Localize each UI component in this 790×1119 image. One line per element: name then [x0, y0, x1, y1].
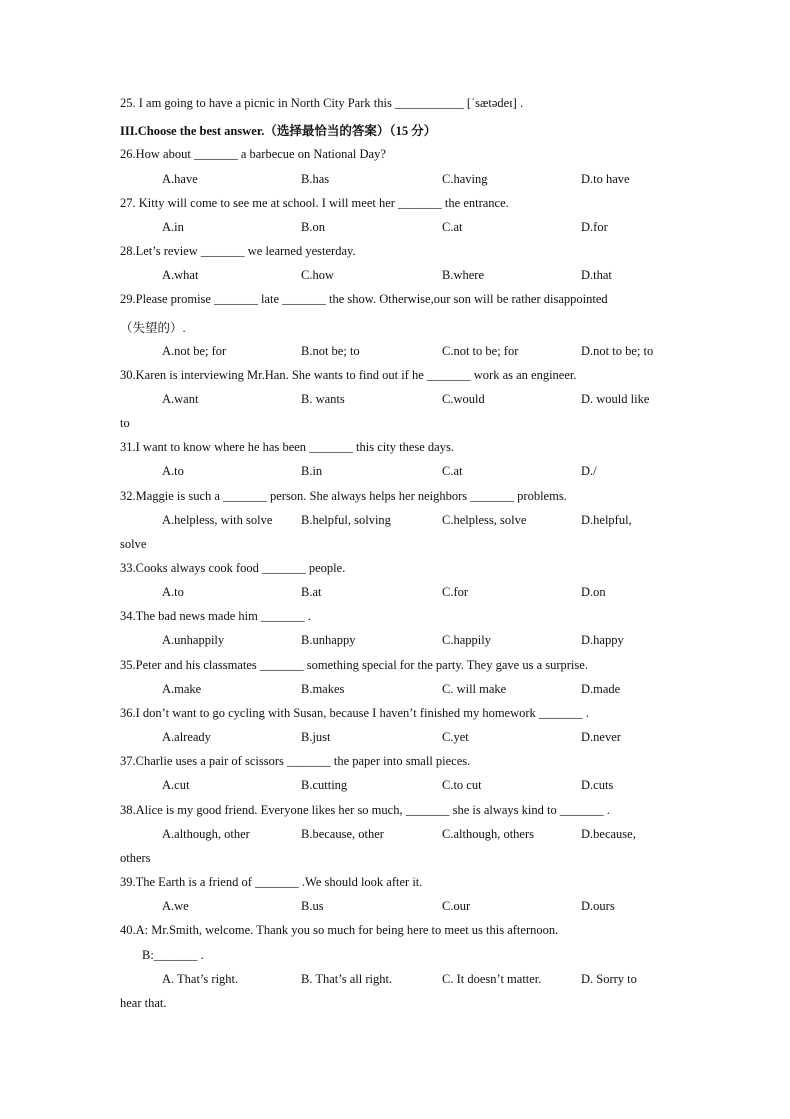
question-29-option-c: C.not to be; for	[442, 344, 519, 358]
question-27-option-c: C.at	[442, 220, 463, 234]
question-38-option-a: A.although, other	[162, 827, 250, 841]
question-39-stem: 39.The Earth is a friend of _______ .We should look after it.	[120, 875, 423, 889]
question-31-option-b: B.in	[301, 464, 323, 478]
question-35-stem: 35.Peter and his classmates _______ something special for the party. They gave us a surprise.	[120, 658, 588, 672]
question-29-option-d: D.not to be; to	[581, 344, 654, 358]
question-34-option-d: D.happy	[581, 633, 624, 647]
question-31-stem: 31.I want to know where he has been _______ this city these days.	[120, 440, 454, 454]
question-32-option-d: D.helpful,	[581, 513, 632, 527]
question-35-option-c: C. will make	[442, 682, 507, 696]
question-35-option-d: D.made	[581, 682, 621, 696]
question-38-option-c: C.although, others	[442, 827, 535, 841]
question-37-stem: 37.Charlie uses a pair of scissors _______ the paper into small pieces.	[120, 754, 471, 768]
question-30-option-d-wrap: to	[120, 416, 130, 430]
question-34-option-c: C.happily	[442, 633, 491, 647]
question-31-option-c: C.at	[442, 464, 463, 478]
question-31-option-a: A.to	[162, 464, 184, 478]
question-39-option-b: B.us	[301, 899, 324, 913]
question-33-option-b: B.at	[301, 585, 322, 599]
question-40-option-d-wrap: hear that.	[120, 996, 167, 1010]
question-38-stem: 38.Alice is my good friend. Everyone likes her so much, _______ she is always kind to _______ .	[120, 803, 610, 817]
question-26-stem: 26.How about _______ a barbecue on National Day?	[120, 147, 386, 161]
question-39-option-a: A.we	[162, 899, 189, 913]
question-28-option-c: C.how	[301, 268, 334, 282]
question-34-option-b: B.unhappy	[301, 633, 356, 647]
question-35-option-a: A.make	[162, 682, 202, 696]
question-27-option-d: D.for	[581, 220, 608, 234]
question-29-option-b: B.not be; to	[301, 344, 360, 358]
question-26-option-a: A.have	[162, 172, 198, 186]
question-31-option-d: D./	[581, 464, 597, 478]
question-36-option-d: D.never	[581, 730, 621, 744]
question-30-stem: 30.Karen is interviewing Mr.Han. She wants to find out if he _______ work as an engineer.	[120, 368, 577, 382]
question-27-option-b: B.on	[301, 220, 325, 234]
question-33-stem: 33.Cooks always cook food _______ people.	[120, 561, 346, 575]
question-25: 25. I am going to have a picnic in North City Park this ___________ [ˈsætədeɪ] .	[120, 96, 524, 110]
question-32-option-d-wrap: solve	[120, 537, 147, 551]
question-27-stem: 27. Kitty will come to see me at school. I will meet her _______ the entrance.	[120, 196, 509, 210]
question-28-stem: 28.Let’s review _______ we learned yesterday.	[120, 244, 356, 258]
question-33-option-c: C.for	[442, 585, 469, 599]
question-40-stem: 40.A: Mr.Smith, welcome. Thank you so much for being here to meet us this afternoon.	[120, 923, 559, 937]
question-36-option-a: A.already	[162, 730, 211, 744]
question-40-option-c: C. It doesn’t matter.	[442, 972, 542, 986]
question-36-option-c: C.yet	[442, 730, 469, 744]
question-40-option-b: B. That’s all right.	[301, 972, 393, 986]
question-37-option-b: B.cutting	[301, 778, 348, 792]
question-35-option-b: B.makes	[301, 682, 345, 696]
question-40-option-a: A. That’s right.	[162, 972, 239, 986]
question-38-option-d: D.because,	[581, 827, 636, 841]
question-26-option-c: C.having	[442, 172, 488, 186]
question-33-option-d: D.on	[581, 585, 606, 599]
question-32-stem: 32.Maggie is such a _______ person. She always helps her neighbors _______ problems.	[120, 489, 567, 503]
question-32-option-a: A.helpless, with solve	[162, 513, 273, 527]
question-29-option-a: A.not be; for	[162, 344, 227, 358]
question-40-option-d: D. Sorry to	[581, 972, 637, 986]
question-34-option-a: A.unhappily	[162, 633, 225, 647]
question-38-option-b: B.because, other	[301, 827, 384, 841]
question-33-option-a: A.to	[162, 585, 184, 599]
question-29-stem-continued: （失望的）.	[120, 321, 186, 335]
question-34-stem: 34.The bad news made him _______ .	[120, 609, 311, 623]
question-39-option-c: C.our	[442, 899, 471, 913]
question-32-option-b: B.helpful, solving	[301, 513, 391, 527]
question-40-stem-continued: B:_______ .	[142, 948, 204, 962]
question-39-option-d: D.ours	[581, 899, 615, 913]
question-27-option-a: A.in	[162, 220, 184, 234]
question-37-option-d: D.cuts	[581, 778, 614, 792]
question-38-option-d-wrap: others	[120, 851, 151, 865]
question-30-option-b: B. wants	[301, 392, 345, 406]
question-26-option-d: D.to have	[581, 172, 630, 186]
section-title: III.Choose the best answer.（选择最恰当的答案）（15 分）	[120, 124, 437, 138]
question-28-option-d: D.that	[581, 268, 612, 282]
question-37-option-c: C.to cut	[442, 778, 482, 792]
question-36-option-b: B.just	[301, 730, 331, 744]
question-26-option-b: B.has	[301, 172, 330, 186]
question-36-stem: 36.I don’t want to go cycling with Susan, because I haven’t finished my homework _______ .	[120, 706, 589, 720]
question-32-option-c: C.helpless, solve	[442, 513, 527, 527]
question-29-stem: 29.Please promise _______ late _______ the show. Otherwise,our son will be rather disappointed	[120, 292, 608, 306]
question-37-option-a: A.cut	[162, 778, 190, 792]
question-28-option-a: A.what	[162, 268, 199, 282]
question-30-option-c: C.would	[442, 392, 485, 406]
question-30-option-a: A.want	[162, 392, 199, 406]
question-30-option-d: D. would like	[581, 392, 650, 406]
question-28-option-b: B.where	[442, 268, 484, 282]
